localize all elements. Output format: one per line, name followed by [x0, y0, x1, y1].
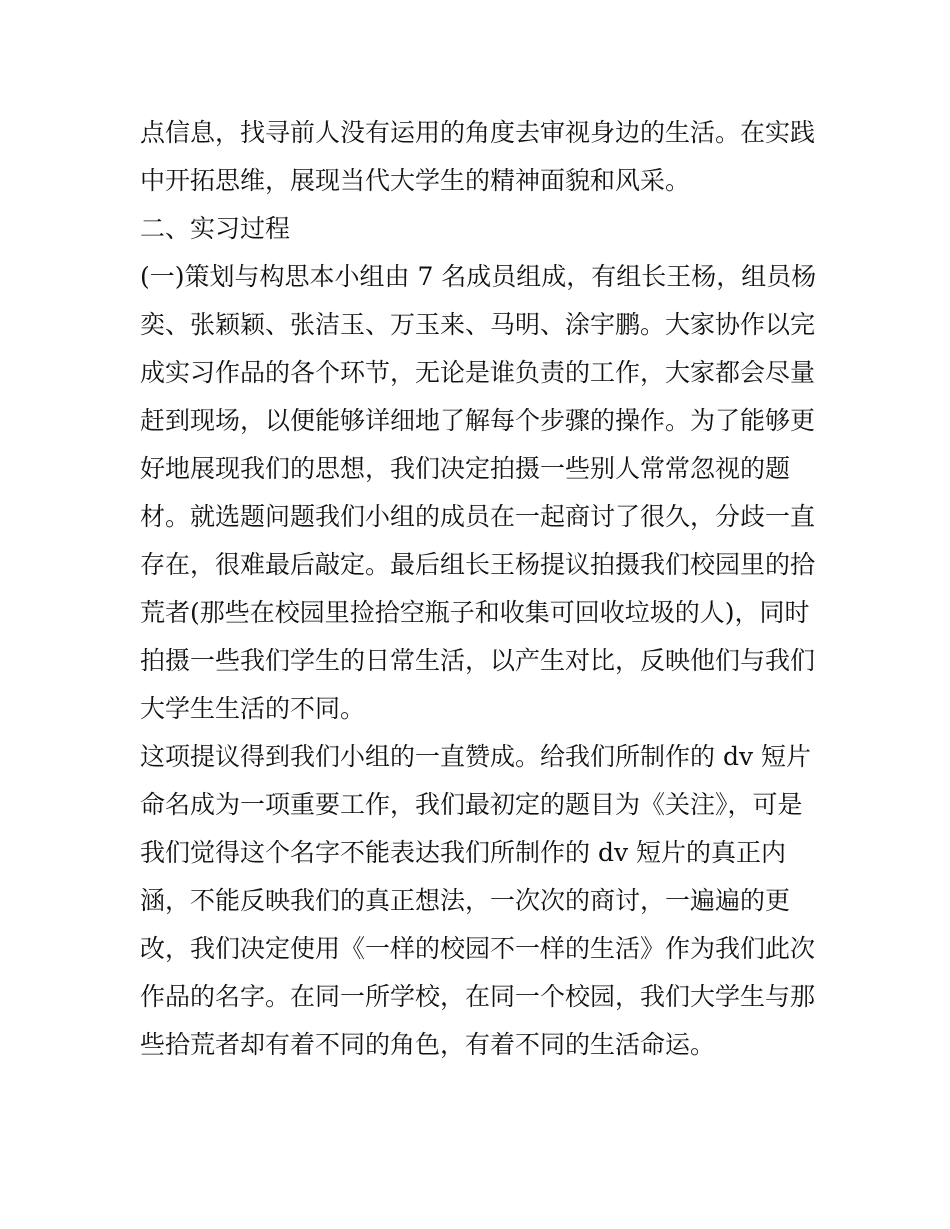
- text-line: 拍摄一些我们学生的日常生活，以产生对比，反映他们与我们: [140, 646, 816, 675]
- text-line: 材。就选题问题我们小组的成员在一起商讨了很久，分歧一直: [140, 502, 816, 531]
- text-line: 命名成为一项重要工作，我们最初定的题目为《关注》，可是: [140, 790, 803, 819]
- text-line: (一)策划与构思本小组由 7 名成员组成，有组长王杨，组员杨: [140, 262, 817, 291]
- text-line: 我们觉得这个名字不能表达我们所制作的 dv 短片的真正内: [140, 838, 787, 867]
- document-body: [140, 109, 815, 1069]
- text-line: 荒者(那些在校园里捡拾空瓶子和收集可回收垃圾的人)，同时: [140, 598, 810, 627]
- text-line: 好地展现我们的思想，我们决定拍摄一些别人常常忽视的题: [140, 454, 791, 483]
- section-heading: 二、实习过程: [140, 214, 291, 243]
- text-line: 赶到现场，以便能够详细地了解每个步骤的操作。为了能够更: [140, 406, 816, 435]
- text-line: 改，我们决定使用《一样的校园不一样的生活》作为我们此次: [140, 934, 816, 963]
- text-line: 些拾荒者却有着不同的角色，有着不同的生活命运。: [140, 1030, 716, 1059]
- text-line: 存在，很难最后敲定。最后组长王杨提议拍摄我们校园里的拾: [140, 550, 816, 579]
- text-line: 中开拓思维，展现当代大学生的精神面貌和风采。: [140, 166, 691, 195]
- text-line: 大学生生活的不同。: [140, 694, 366, 723]
- text-line: 奕、张颖颖、张洁玉、万玉来、马明、涂宇鹏。大家协作以完: [140, 310, 816, 339]
- text-line: 涵，不能反映我们的真正想法，一次次的商讨，一遍遍的更: [140, 886, 791, 915]
- text-line: 这项提议得到我们小组的一直赞成。给我们所制作的 dv 短片: [140, 742, 812, 771]
- text-line: 成实习作品的各个环节，无论是谁负责的工作，大家都会尽量: [140, 358, 816, 387]
- text-line: 点信息，找寻前人没有运用的角度去审视身边的生活。在实践: [140, 118, 816, 147]
- text-line: 作品的名字。在同一所学校，在同一个校园，我们大学生与那: [140, 982, 816, 1011]
